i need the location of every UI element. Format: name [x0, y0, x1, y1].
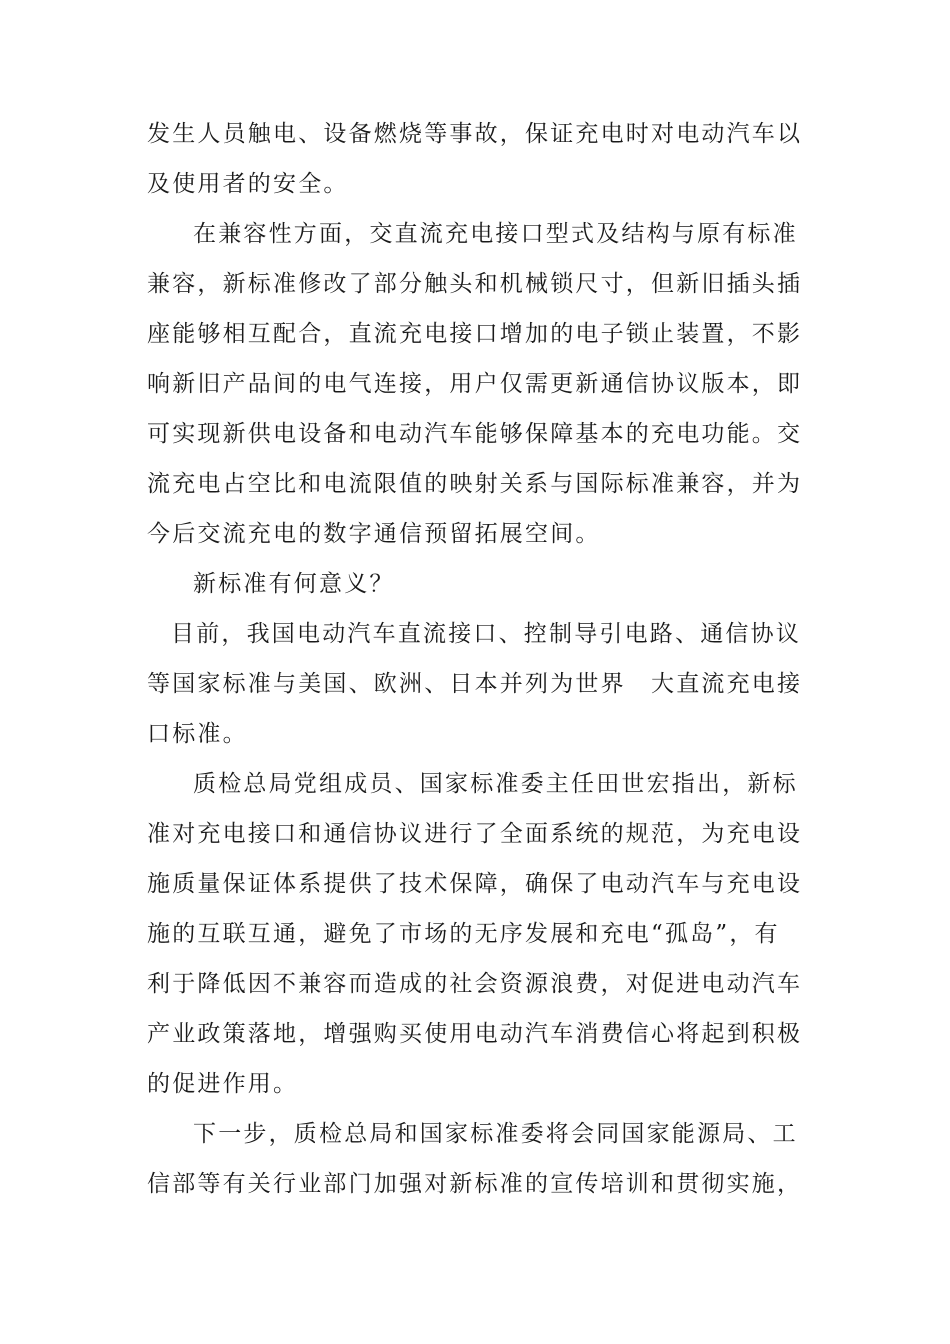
text-line: 施的互联互通，避免了市场的无序发展和充电“孤岛”，有	[147, 921, 780, 947]
text-line: 准对充电接口和通信协议进行了全面系统的规范，为充电设	[147, 821, 803, 847]
text-line: 产业政策落地，增强购买使用电动汽车消费信心将起到积极	[147, 1021, 803, 1047]
text-line: 发生人员触电、设备燃烧等事故，保证充电时对电动汽车以	[147, 121, 803, 147]
paragraph-start-line: 质检总局党组成员、国家标准委主任田世宏指出，新标	[193, 771, 798, 797]
text-line: 口标准。	[147, 721, 248, 747]
text-line: 可实现新供电设备和电动汽车能够保障基本的充电功能。交	[147, 421, 803, 447]
text-line: 的促进作用。	[147, 1071, 299, 1097]
text-line: 今后交流充电的数字通信预留拓展空间。	[147, 521, 601, 547]
section-heading: 新标准有何意义？	[193, 571, 395, 597]
text-line: 等国家标准与美国、欧洲、日本并列为世界 大直流充电接	[147, 671, 803, 697]
text-line: 信部等有关行业部门加强对新标准的宣传培训和贯彻实施，	[147, 1171, 803, 1197]
text-line: 施质量保证体系提供了技术保障，确保了电动汽车与充电设	[147, 871, 803, 897]
text-line: 兼容，新标准修改了部分触头和机械锁尺寸，但新旧插头插	[147, 271, 803, 297]
text-line: 流充电占空比和电流限值的映射关系与国际标准兼容，并为	[147, 471, 803, 497]
paragraph-start-line: 目前，我国电动汽车直流接口、控制导引电路、通信协议	[171, 621, 801, 647]
text-line: 利于降低因不兼容而造成的社会资源浪费，对促进电动汽车	[147, 971, 803, 997]
paragraph-start-line: 在兼容性方面，交直流充电接口型式及结构与原有标准	[193, 221, 798, 247]
text-line: 响新旧产品间的电气连接，用户仅需更新通信协议版本，即	[147, 371, 803, 397]
text-line: 及使用者的安全。	[147, 171, 349, 197]
text-line: 座能够相互配合，直流充电接口增加的电子锁止装置，不影	[147, 321, 803, 347]
paragraph-start-line: 下一步，质检总局和国家标准委将会同国家能源局、工	[193, 1121, 798, 1147]
